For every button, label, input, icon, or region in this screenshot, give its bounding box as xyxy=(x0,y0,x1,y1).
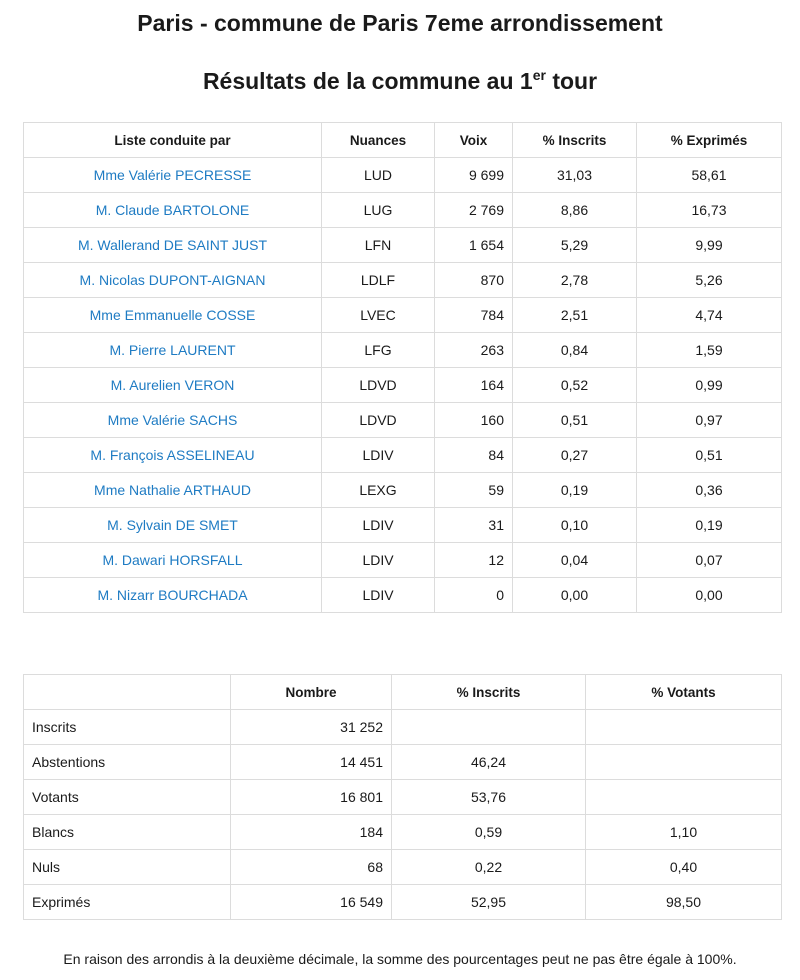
candidate-link[interactable]: M. Aurelien VERON xyxy=(110,377,235,393)
subtitle-tail: tour xyxy=(545,68,598,94)
pct-exprimes-cell: 0,19 xyxy=(637,508,782,543)
nombre-cell: 184 xyxy=(231,815,392,850)
pct-inscrits-cell: 0,00 xyxy=(513,578,637,613)
nombre-cell: 16 801 xyxy=(231,780,392,815)
candidate-cell xyxy=(24,438,322,473)
voix-cell: 784 xyxy=(435,298,513,333)
voix-cell: 1 654 xyxy=(435,228,513,263)
voix-cell: 2 769 xyxy=(435,193,513,228)
nuance-cell: LDVD xyxy=(322,403,435,438)
nuance-cell: LDIV xyxy=(322,543,435,578)
pct-inscrits-cell: 2,51 xyxy=(513,298,637,333)
pct-exprimes-cell: 0,97 xyxy=(637,403,782,438)
pct-votants-cell: 1,10 xyxy=(586,815,782,850)
pct-inscrits-cell: 5,29 xyxy=(513,228,637,263)
pct-inscrits-cell: 8,86 xyxy=(513,193,637,228)
candidate-cell xyxy=(24,508,322,543)
candidate-link[interactable]: M. Claude BARTOLONE xyxy=(95,202,250,218)
table-row xyxy=(24,263,782,298)
voix-cell: 164 xyxy=(435,368,513,403)
candidate-cell xyxy=(24,543,322,578)
nombre-cell: 16 549 xyxy=(231,885,392,920)
pct-votants-cell xyxy=(586,780,782,815)
nuance-cell: LUG xyxy=(322,193,435,228)
results-table xyxy=(23,122,782,613)
pct-inscrits-cell: 0,52 xyxy=(513,368,637,403)
table-row xyxy=(24,885,782,920)
summary-label-cell: Nuls xyxy=(24,850,231,885)
pct-exprimes-cell: 58,61 xyxy=(637,158,782,193)
candidate-link[interactable]: Mme Valérie SACHS xyxy=(107,412,238,428)
pct-exprimes-cell: 1,59 xyxy=(637,333,782,368)
voix-cell: 870 xyxy=(435,263,513,298)
nuance-cell: LFN xyxy=(322,228,435,263)
table-row xyxy=(24,815,782,850)
candidate-cell xyxy=(24,578,322,613)
nuance-cell: LEXG xyxy=(322,473,435,508)
nuance-cell: LDLF xyxy=(322,263,435,298)
candidate-cell xyxy=(24,158,322,193)
candidate-link[interactable]: M. Nicolas DUPONT-AIGNAN xyxy=(79,272,266,288)
table-row xyxy=(24,543,782,578)
nuance-cell: LDIV xyxy=(322,438,435,473)
candidate-cell xyxy=(24,403,322,438)
pct-inscrits-cell: 0,27 xyxy=(513,438,637,473)
pct-inscrits-cell: 0,10 xyxy=(513,508,637,543)
table-row xyxy=(24,578,782,613)
table-row xyxy=(24,438,782,473)
nombre-cell: 68 xyxy=(231,850,392,885)
candidate-cell xyxy=(24,263,322,298)
table-row xyxy=(24,508,782,543)
nombre-cell: 31 252 xyxy=(231,710,392,745)
table-row xyxy=(24,473,782,508)
summary-header-blank xyxy=(24,675,231,710)
candidate-link[interactable]: M. Dawari HORSFALL xyxy=(102,552,243,568)
col-header-nuances: Nuances xyxy=(322,123,435,158)
pct-inscrits-cell: 0,19 xyxy=(513,473,637,508)
table-row xyxy=(24,158,782,193)
rounding-note: En raison des arrondis à la deuxième décimale, la somme des pourcentages peut ne pas être égale à 100%. xyxy=(63,951,737,967)
candidate-link[interactable]: Mme Emmanuelle COSSE xyxy=(89,307,256,323)
nuance-cell: LVEC xyxy=(322,298,435,333)
col-header-voix: Voix xyxy=(435,123,513,158)
table-row xyxy=(24,850,782,885)
summary-header-row xyxy=(24,675,782,710)
summary-label-cell: Abstentions xyxy=(24,745,231,780)
voix-cell: 12 xyxy=(435,543,513,578)
candidate-link[interactable]: M. Sylvain DE SMET xyxy=(107,517,238,533)
pct-inscrits-cell: 0,59 xyxy=(392,815,586,850)
candidate-link[interactable]: Mme Nathalie ARTHAUD xyxy=(94,482,251,498)
pct-exprimes-cell: 0,36 xyxy=(637,473,782,508)
candidate-link[interactable]: M. Pierre LAURENT xyxy=(109,342,236,358)
pct-inscrits-cell: 31,03 xyxy=(513,158,637,193)
results-subtitle xyxy=(0,66,800,99)
table-row xyxy=(24,193,782,228)
candidate-cell xyxy=(24,368,322,403)
table-row xyxy=(24,780,782,815)
nuance-cell: LDIV xyxy=(322,508,435,543)
voix-cell: 160 xyxy=(435,403,513,438)
pct-votants-cell xyxy=(586,745,782,780)
pct-exprimes-cell: 4,74 xyxy=(637,298,782,333)
results-header-row xyxy=(24,123,782,158)
candidate-cell xyxy=(24,193,322,228)
table-row xyxy=(24,368,782,403)
pct-inscrits-cell: 2,78 xyxy=(513,263,637,298)
col-header-pct-exprimes: % Exprimés xyxy=(637,123,782,158)
pct-inscrits-cell: 53,76 xyxy=(392,780,586,815)
candidate-link[interactable]: Mme Valérie PECRESSE xyxy=(93,167,252,183)
nuance-cell: LDVD xyxy=(322,368,435,403)
candidate-cell xyxy=(24,298,322,333)
summary-label-cell: Inscrits xyxy=(24,710,231,745)
pct-exprimes-cell: 5,26 xyxy=(637,263,782,298)
table-row xyxy=(24,403,782,438)
summary-label-cell: Blancs xyxy=(24,815,231,850)
pct-inscrits-cell: 52,95 xyxy=(392,885,586,920)
pct-inscrits-cell: 0,22 xyxy=(392,850,586,885)
summary-header-pct-inscrits: % Inscrits xyxy=(392,675,586,710)
page-title: Paris - commune de Paris 7eme arrondissement xyxy=(137,10,663,36)
pct-votants-cell: 98,50 xyxy=(586,885,782,920)
voix-cell: 84 xyxy=(435,438,513,473)
col-header-liste: Liste conduite par xyxy=(24,123,322,158)
pct-exprimes-cell: 16,73 xyxy=(637,193,782,228)
candidate-cell xyxy=(24,228,322,263)
candidate-link[interactable]: M. François ASSELINEAU xyxy=(90,447,255,463)
pct-exprimes-cell: 0,07 xyxy=(637,543,782,578)
pct-exprimes-cell: 0,99 xyxy=(637,368,782,403)
voix-cell: 9 699 xyxy=(435,158,513,193)
table-row xyxy=(24,228,782,263)
voix-cell: 0 xyxy=(435,578,513,613)
pct-inscrits-cell xyxy=(392,710,586,745)
table-row xyxy=(24,710,782,745)
nombre-cell: 14 451 xyxy=(231,745,392,780)
pct-inscrits-cell: 46,24 xyxy=(392,745,586,780)
pct-inscrits-cell: 0,51 xyxy=(513,403,637,438)
nuance-cell: LDIV xyxy=(322,578,435,613)
pct-inscrits-cell: 0,04 xyxy=(513,543,637,578)
candidate-cell xyxy=(24,473,322,508)
nuance-cell: LFG xyxy=(322,333,435,368)
table-row xyxy=(24,745,782,780)
summary-table xyxy=(23,674,782,920)
col-header-pct-inscrits: % Inscrits xyxy=(513,123,637,158)
table-row xyxy=(24,298,782,333)
pct-votants-cell: 0,40 xyxy=(586,850,782,885)
voix-cell: 59 xyxy=(435,473,513,508)
pct-exprimes-cell: 0,51 xyxy=(637,438,782,473)
candidate-link[interactable]: M. Nizarr BOURCHADA xyxy=(97,587,248,603)
summary-label-cell: Votants xyxy=(24,780,231,815)
subtitle-superscript: er xyxy=(532,67,546,83)
voix-cell: 263 xyxy=(435,333,513,368)
table-row xyxy=(24,333,782,368)
pct-inscrits-cell: 0,84 xyxy=(513,333,637,368)
candidate-cell xyxy=(24,333,322,368)
voix-cell: 31 xyxy=(435,508,513,543)
pct-exprimes-cell: 9,99 xyxy=(637,228,782,263)
summary-label-cell: Exprimés xyxy=(24,885,231,920)
nuance-cell: LUD xyxy=(322,158,435,193)
pct-exprimes-cell: 0,00 xyxy=(637,578,782,613)
pct-votants-cell xyxy=(586,710,782,745)
summary-header-nombre: Nombre xyxy=(231,675,392,710)
summary-header-pct-votants: % Votants xyxy=(586,675,782,710)
candidate-link[interactable]: M. Wallerand DE SAINT JUST xyxy=(77,237,268,253)
subtitle-main: Résultats de la commune au 1 xyxy=(202,68,533,94)
